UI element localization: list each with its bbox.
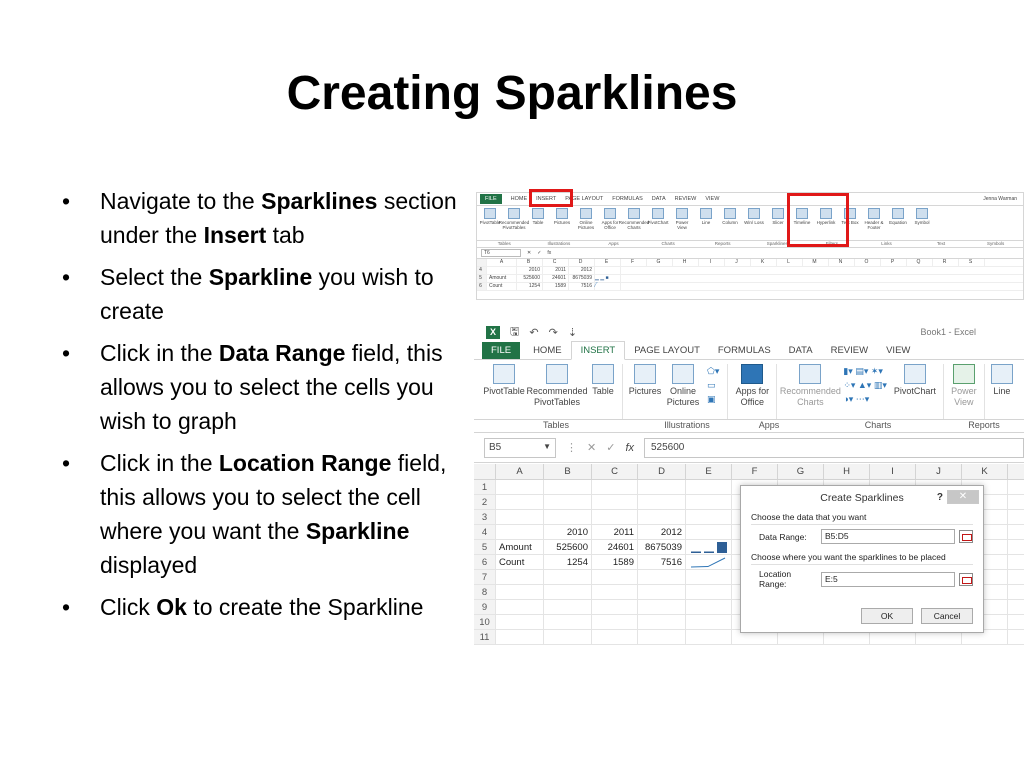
- pivottable-button[interactable]: PivotTable: [482, 364, 526, 419]
- small-group-label: Links: [881, 241, 892, 246]
- group-apps: Apps: [758, 420, 780, 430]
- small-ribbon-item[interactable]: Hyperlink: [816, 208, 836, 238]
- small-column-header[interactable]: F: [621, 259, 647, 266]
- small-ribbon-item-icon: [748, 208, 760, 219]
- large-screenshot: [474, 322, 1024, 643]
- small-ribbon-item-icon: [700, 208, 712, 219]
- slide-title: Creating Sparklines: [286, 67, 738, 120]
- small-column-header[interactable]: G: [647, 259, 673, 266]
- cell[interactable]: 525600: [544, 540, 592, 554]
- row-header[interactable]: 11: [474, 630, 496, 644]
- small-ribbon-item[interactable]: Recommended Charts: [624, 208, 644, 238]
- apps-for-office-button[interactable]: Apps for Office: [732, 364, 772, 419]
- row-header[interactable]: 3: [474, 510, 496, 524]
- small-ribbon-item-icon: [892, 208, 904, 219]
- location-range-label: Location Range:: [759, 569, 792, 589]
- small-ribbon-item[interactable]: Text Box: [840, 208, 860, 238]
- location-range-row: [751, 569, 973, 589]
- data-range-label: Data Range:: [759, 531, 807, 542]
- small-ribbon-item-icon: [604, 208, 616, 219]
- small-column-header[interactable]: K: [751, 259, 777, 266]
- row-header[interactable]: 4: [474, 525, 496, 539]
- column-header[interactable]: F: [732, 464, 778, 479]
- column-header[interactable]: K: [962, 464, 1008, 479]
- highlight-insert-tab: [529, 189, 573, 207]
- save-icon[interactable]: 🖫: [510, 325, 520, 338]
- small-ribbon-item-icon: [676, 208, 688, 219]
- column-header[interactable]: J: [916, 464, 962, 479]
- cell[interactable]: 8675039: [638, 540, 686, 554]
- small-column-sparkline: ▁ ▁ ■: [595, 275, 621, 282]
- small-ribbon-item[interactable]: Timeline: [792, 208, 812, 238]
- column-chart-icon[interactable]: ▮▾ ▤▾ ✶▾: [843, 366, 883, 376]
- customize-toolbar-icon[interactable]: ⇣: [567, 326, 578, 339]
- data-caption: Choose the data that you want: [751, 512, 973, 525]
- group-reports: Reports: [968, 420, 1000, 430]
- tab-home[interactable]: HOME: [533, 345, 562, 356]
- cell[interactable]: 2011: [592, 525, 638, 539]
- bullet-list: [62, 184, 462, 632]
- small-screenshot: [476, 192, 1024, 300]
- small-group-label: Tables: [497, 241, 511, 246]
- small-sheet: [477, 259, 1023, 291]
- column-header[interactable]: G: [778, 464, 824, 479]
- pictures-button[interactable]: Pictures: [627, 364, 663, 419]
- small-group-label: Text: [936, 241, 946, 246]
- small-ribbon-groups: [477, 241, 1023, 248]
- small-ribbon-item[interactable]: Column: [720, 208, 740, 238]
- small-ribbon-item-icon: [628, 208, 640, 219]
- bullet-2: • Select the Sparkline you wish to create: [62, 260, 462, 328]
- smartart-icon[interactable]: ▭: [707, 380, 716, 390]
- small-column-header[interactable]: J: [725, 259, 751, 266]
- small-tab-home[interactable]: HOME: [510, 196, 528, 202]
- small-ribbon-item[interactable]: Line: [696, 208, 716, 238]
- small-cancel-icon[interactable]: ✕: [527, 250, 532, 256]
- small-fx-icon[interactable]: fx: [547, 250, 552, 256]
- small-tab-formulas[interactable]: FORMULAS: [612, 196, 643, 202]
- small-group-label: Illustrations: [547, 241, 571, 246]
- small-tab-file[interactable]: FILE: [480, 194, 502, 204]
- bullet-dot: •: [62, 450, 71, 476]
- column-header[interactable]: B: [544, 464, 592, 479]
- tab-page-layout[interactable]: PAGE LAYOUT: [634, 345, 700, 356]
- small-column-header[interactable]: S: [959, 259, 985, 266]
- small-ribbon-item-icon: [724, 208, 736, 219]
- help-icon[interactable]: ?: [936, 492, 943, 503]
- excel-logo-icon: X: [486, 326, 500, 339]
- screenshot-icon[interactable]: ▣: [707, 394, 716, 404]
- column-header[interactable]: D: [638, 464, 686, 479]
- sparkline-column-bar: [691, 552, 701, 554]
- cell[interactable]: Count: [496, 555, 544, 569]
- online-pictures-button[interactable]: Online Pictures: [663, 364, 703, 419]
- group-illustrations: Illustrations: [664, 420, 710, 430]
- small-ribbon-item[interactable]: Equation: [888, 208, 908, 238]
- small-column-header[interactable]: A: [487, 259, 517, 266]
- small-group-label: Sparklines: [766, 241, 788, 246]
- group-tables: Tables: [542, 420, 569, 430]
- scatter-chart-icon[interactable]: ⁘▾ ▲▾ ▥▾: [843, 380, 887, 390]
- small-ribbon-item-icon: [868, 208, 880, 219]
- tab-view[interactable]: VIEW: [886, 345, 911, 356]
- cell[interactable]: 1589: [592, 555, 638, 569]
- bullet-dot: •: [62, 594, 71, 620]
- small-ribbon: [477, 206, 1023, 241]
- location-caption: Choose where you want the sparklines to be placed: [751, 552, 973, 565]
- table-button[interactable]: Table: [588, 364, 618, 419]
- small-line-sparkline: ⁄‾: [595, 283, 621, 290]
- group-charts: Charts: [864, 420, 892, 430]
- bullet-dot: •: [62, 264, 71, 290]
- small-column-header[interactable]: M: [803, 259, 829, 266]
- small-tab-data[interactable]: DATA: [651, 196, 666, 202]
- small-column-header[interactable]: R: [933, 259, 959, 266]
- small-formula-bar: [477, 248, 1023, 259]
- tab-review[interactable]: REVIEW: [830, 345, 869, 356]
- column-header[interactable]: E: [686, 464, 732, 479]
- table-row: 4 2010 2011 2012: [477, 267, 1023, 275]
- small-ribbon-item-icon: [484, 208, 496, 219]
- shapes-icon[interactable]: ⬠▾: [707, 366, 720, 376]
- small-ribbon-item-icon: [532, 208, 544, 219]
- pivotchart-button[interactable]: PivotChart: [891, 364, 939, 419]
- small-tab-view[interactable]: VIEW: [705, 196, 720, 202]
- name-box[interactable]: B5 ▼: [484, 438, 556, 458]
- bullet-dot: •: [62, 340, 71, 366]
- table-row: 5 Amount 525600 24601 8675039 ▁ ▁ ■: [477, 275, 1023, 283]
- data-range-row: [751, 529, 973, 544]
- small-column-header[interactable]: Q: [907, 259, 933, 266]
- small-ribbon-item[interactable]: Symbol: [912, 208, 932, 238]
- cell[interactable]: 1254: [544, 555, 592, 569]
- column-header[interactable]: I: [870, 464, 916, 479]
- cell[interactable]: 24601: [592, 540, 638, 554]
- small-group-label: Apps: [608, 241, 619, 246]
- small-column-header[interactable]: N: [829, 259, 855, 266]
- column-sparkline: [691, 542, 727, 553]
- small-group-label: Symbols: [987, 241, 1005, 246]
- location-section: [741, 552, 983, 589]
- small-enter-icon[interactable]: ✓: [537, 250, 542, 256]
- range-picker-icon[interactable]: [959, 573, 973, 586]
- small-column-header[interactable]: L: [777, 259, 803, 266]
- small-ribbon-item[interactable]: Table: [528, 208, 548, 238]
- small-ribbon-item[interactable]: Online Pictures: [576, 208, 596, 238]
- small-ribbon-item[interactable]: Power View: [672, 208, 692, 238]
- sparkline-column-bar: [704, 552, 714, 554]
- small-name-box[interactable]: T6: [481, 249, 521, 257]
- cell[interactable]: 2010: [544, 525, 592, 539]
- small-group-label: Charts: [661, 241, 675, 246]
- small-group-label: Filters: [825, 241, 838, 246]
- line-sparkline-button[interactable]: Line: [989, 364, 1015, 419]
- small-tab-page-layout[interactable]: PAGE LAYOUT: [565, 196, 604, 202]
- recommended-charts-button[interactable]: Recommended Charts: [781, 364, 839, 419]
- row-header[interactable]: 10: [474, 615, 496, 629]
- cell[interactable]: 2012: [638, 525, 686, 539]
- small-ribbon-item[interactable]: Header & Footer: [864, 208, 884, 238]
- recommended-pivottables-button[interactable]: Recommended PivotTables: [526, 364, 588, 419]
- data-range-input[interactable]: B5:D5: [821, 529, 955, 544]
- line-sparkline: [691, 558, 725, 567]
- pie-chart-icon[interactable]: ◑▾ ⋯▾: [843, 394, 870, 404]
- formula-input[interactable]: 525600: [644, 438, 1024, 458]
- small-ribbon-item-icon: [556, 208, 568, 219]
- small-column-header[interactable]: D: [569, 259, 595, 266]
- small-ribbon-item[interactable]: Win/ Loss: [744, 208, 764, 238]
- highlight-sparklines-group: [787, 193, 849, 247]
- enter-icon[interactable]: ✓: [606, 442, 616, 454]
- bullet-4: • Click in the Location Range field, this allows you to select the cell where you want the Sparkline displayed: [62, 446, 462, 582]
- ok-button[interactable]: OK: [861, 608, 913, 624]
- range-picker-icon[interactable]: [959, 530, 973, 543]
- small-ribbon-item-icon: [916, 208, 928, 219]
- bullet-3: • Click in the Data Range field, this allows you to select the cells you wish to graph: [62, 336, 462, 438]
- row-header[interactable]: 2: [474, 495, 496, 509]
- tab-formulas[interactable]: FORMULAS: [717, 345, 771, 356]
- row-header[interactable]: 7: [474, 570, 496, 584]
- small-tab-insert[interactable]: INSERT: [536, 196, 557, 202]
- cancel-icon[interactable]: ✕: [587, 442, 597, 454]
- sparkline-column-bar: [717, 542, 727, 553]
- cell[interactable]: 7516: [638, 555, 686, 569]
- location-range-input[interactable]: E:5: [821, 572, 955, 587]
- power-view-button[interactable]: Power View: [948, 364, 980, 419]
- tab-data[interactable]: DATA: [788, 345, 813, 356]
- small-ribbon-item[interactable]: Apps for Office: [600, 208, 620, 238]
- insert-function-icon[interactable]: fx: [625, 441, 634, 454]
- column-header[interactable]: C: [592, 464, 638, 479]
- small-ribbon-item-icon: [652, 208, 664, 219]
- small-column-header[interactable]: I: [699, 259, 725, 266]
- bullet-5: • Click Ok to create the Sparkline: [62, 590, 462, 624]
- small-ribbon-item-icon: [772, 208, 784, 219]
- small-column-header[interactable]: E: [595, 259, 621, 266]
- bullet-dot: •: [62, 188, 71, 214]
- small-ribbon-item[interactable]: Slicer: [768, 208, 788, 238]
- small-col-headers: [477, 259, 1023, 267]
- more-icon: ⋮: [566, 442, 577, 454]
- small-ribbon-item-icon: [508, 208, 520, 219]
- dialog-buttons: [861, 608, 973, 624]
- row-header[interactable]: 5: [474, 540, 496, 554]
- small-ribbon-item[interactable]: PivotTable: [480, 208, 500, 238]
- small-column-header[interactable]: O: [855, 259, 881, 266]
- small-ribbon-item-icon: [580, 208, 592, 219]
- chevron-down-icon[interactable]: ▼: [543, 441, 551, 451]
- row-header[interactable]: 9: [474, 600, 496, 614]
- small-user-name[interactable]: Jenna Warman: [983, 196, 1017, 202]
- data-section: [741, 512, 983, 544]
- close-icon[interactable]: ✕: [947, 490, 979, 504]
- undo-icon[interactable]: ↶: [529, 326, 539, 339]
- table-row: 6 Count 1254 1589 7516 ⁄‾: [477, 283, 1023, 291]
- create-sparklines-dialog: [740, 485, 984, 633]
- dialog-title: Create Sparklines ? ✕: [741, 486, 983, 510]
- small-tab-review[interactable]: REVIEW: [674, 196, 697, 202]
- small-group-label: Reports: [714, 241, 731, 246]
- row-header[interactable]: 8: [474, 585, 496, 599]
- small-ribbon-item[interactable]: Pictures: [552, 208, 572, 238]
- redo-icon[interactable]: ↷: [548, 326, 558, 339]
- cancel-button[interactable]: Cancel: [921, 608, 973, 624]
- small-column-header[interactable]: H: [673, 259, 699, 266]
- bullet-1: • Navigate to the Sparklines section under the Insert tab: [62, 184, 462, 252]
- window-title: Book1 - Excel: [920, 327, 976, 337]
- row-header[interactable]: 1: [474, 480, 496, 494]
- small-column-header[interactable]: C: [543, 259, 569, 266]
- small-ribbon-item[interactable]: PivotChart: [648, 208, 668, 238]
- tab-file[interactable]: FILE: [482, 342, 520, 359]
- column-header[interactable]: H: [824, 464, 870, 479]
- small-ribbon-item[interactable]: Recommended PivotTables: [504, 208, 524, 238]
- column-header[interactable]: A: [496, 464, 544, 479]
- small-column-header[interactable]: B: [517, 259, 543, 266]
- row-header[interactable]: 6: [474, 555, 496, 569]
- tab-insert[interactable]: INSERT: [571, 341, 626, 360]
- cell[interactable]: Amount: [496, 540, 544, 554]
- small-column-header[interactable]: P: [881, 259, 907, 266]
